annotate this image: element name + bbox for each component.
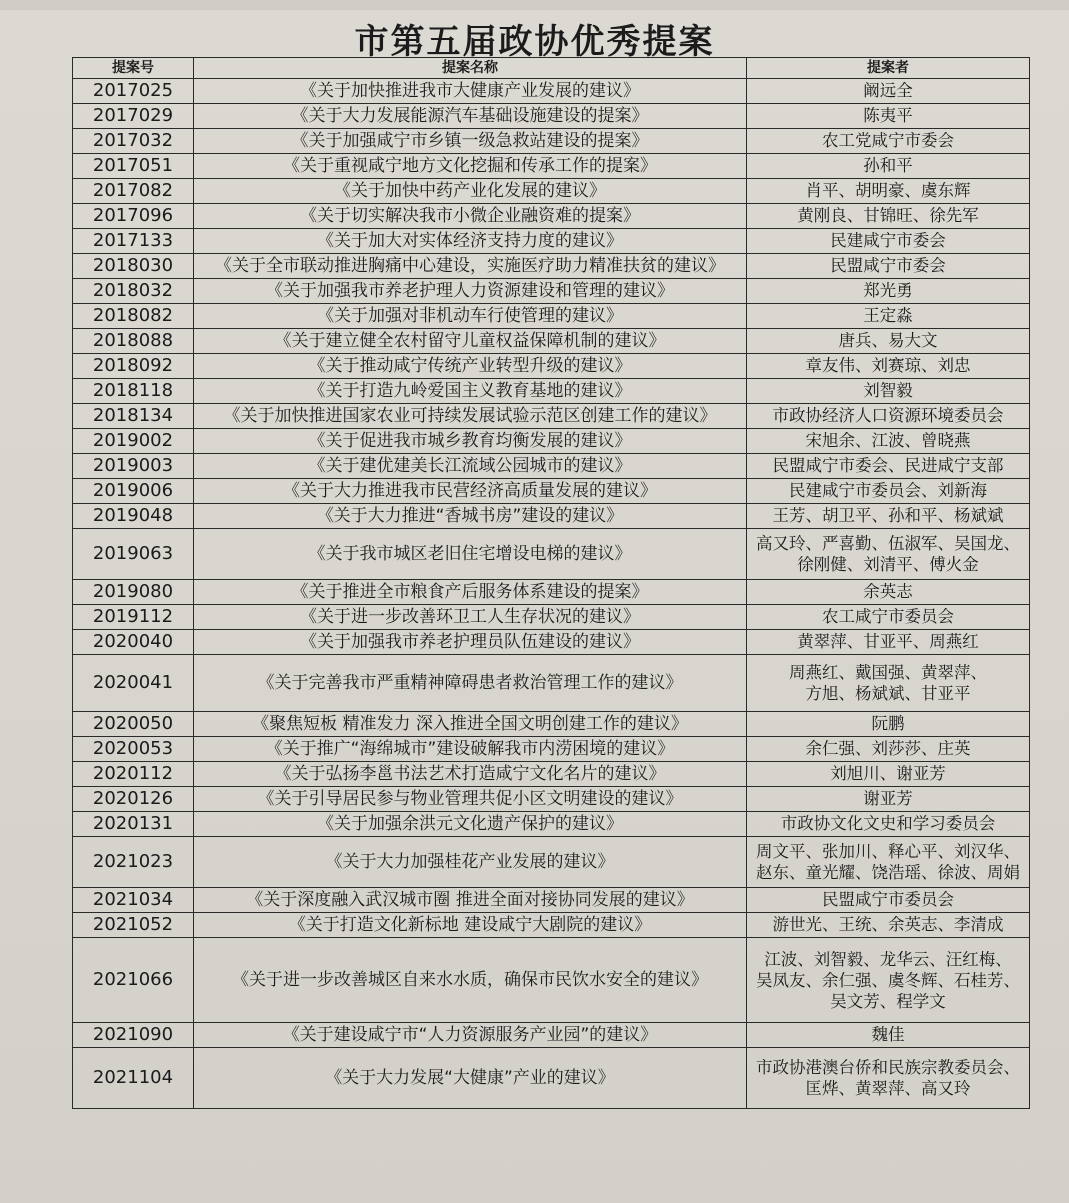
proposal-table <box>72 57 1030 1109</box>
proposal-name: 《关于加强我市养老护理人力资源建设和管理的建议》 <box>194 279 747 304</box>
table-row <box>73 329 1030 354</box>
proposal-code: 2021104 <box>73 1048 194 1109</box>
header-proposer: 提案者 <box>747 58 1030 79</box>
proposer-cell <box>747 79 1030 104</box>
proposal-name: 《关于弘扬李邕书法艺术打造咸宁文化名片的建议》 <box>194 762 747 787</box>
proposal-name: 《关于打造九岭爱国主义教育基地的建议》 <box>194 379 747 404</box>
table-row <box>73 79 1030 104</box>
proposal-code: 2019002 <box>73 429 194 454</box>
proposer-line: 唐兵、易大文 <box>838 331 938 350</box>
proposer-line: 高又玲、严喜勤、伍淑军、吴国龙、 <box>756 534 1020 553</box>
table-row <box>73 737 1030 762</box>
proposer-cell <box>747 712 1030 737</box>
proposal-name: 《关于打造文化新标地 建设咸宁大剧院的建议》 <box>194 913 747 938</box>
proposer-line: 刘智毅 <box>863 381 913 400</box>
proposal-code: 2021052 <box>73 913 194 938</box>
table-row <box>73 529 1030 580</box>
table-row <box>73 812 1030 837</box>
proposal-code: 2020053 <box>73 737 194 762</box>
page-title: 市第五届政协优秀提案 <box>354 22 715 62</box>
table-row <box>73 787 1030 812</box>
proposer-cell <box>747 304 1030 329</box>
table-row <box>73 379 1030 404</box>
proposal-code: 2017051 <box>73 154 194 179</box>
table-header <box>73 58 1030 79</box>
proposer-cell <box>747 329 1030 354</box>
proposal-code: 2018082 <box>73 304 194 329</box>
proposer-cell <box>747 605 1030 630</box>
proposal-code: 2018030 <box>73 254 194 279</box>
proposal-code: 2017032 <box>73 129 194 154</box>
proposer-line: 郑光勇 <box>863 281 913 300</box>
table-row <box>73 404 1030 429</box>
table-row <box>73 630 1030 655</box>
proposal-code: 2019063 <box>73 529 194 580</box>
proposal-code: 2020050 <box>73 712 194 737</box>
proposer-cell <box>747 429 1030 454</box>
top-strip <box>0 0 1069 10</box>
proposer-cell <box>747 204 1030 229</box>
proposal-name: 《关于完善我市严重精神障碍患者救治管理工作的建议》 <box>194 655 747 712</box>
proposer-cell <box>747 1048 1030 1109</box>
table-row <box>73 204 1030 229</box>
proposer-line: 农工咸宁市委员会 <box>822 607 954 626</box>
proposal-table-body <box>73 58 1030 1109</box>
table-row <box>73 129 1030 154</box>
proposer-line: 刘旭川、谢亚芳 <box>830 764 946 783</box>
proposal-name: 《关于建优建美长江流域公园城市的建议》 <box>194 454 747 479</box>
proposal-name: 《关于加大对实体经济支持力度的建议》 <box>194 229 747 254</box>
proposer-cell <box>747 479 1030 504</box>
proposal-code: 2017025 <box>73 79 194 104</box>
proposer-cell <box>747 154 1030 179</box>
proposer-cell <box>747 354 1030 379</box>
proposer-line: 魏佳 <box>871 1025 905 1044</box>
table-row <box>73 888 1030 913</box>
proposal-name: 《关于全市联动推进胸痛中心建设，实施医疗助力精准扶贫的建议》 <box>194 254 747 279</box>
proposer-line: 周文平、张加川、释心平、刘汉华、 <box>756 842 1020 861</box>
proposer-cell <box>747 762 1030 787</box>
table-row <box>73 179 1030 204</box>
proposer-line: 市政协经济人口资源环境委员会 <box>772 406 1004 425</box>
proposal-name: 《关于加快推进国家农业可持续发展试验示范区创建工作的建议》 <box>194 404 747 429</box>
proposer-cell <box>747 812 1030 837</box>
proposer-line: 谢亚芳 <box>863 789 913 808</box>
proposer-cell <box>747 254 1030 279</box>
proposer-line: 余仁强、刘莎莎、庄英 <box>805 739 971 758</box>
proposer-line: 孙和平 <box>863 156 913 175</box>
proposal-name: 《关于加快中药产业化发展的建议》 <box>194 179 747 204</box>
proposal-name: 《聚焦短板 精准发力 深入推进全国文明创建工作的建议》 <box>194 712 747 737</box>
proposer-cell <box>747 379 1030 404</box>
proposal-name: 《关于建设咸宁市“人力资源服务产业园”的建议》 <box>194 1023 747 1048</box>
proposer-line: 赵东、童光耀、饶浩瑶、徐波、周娟 <box>756 863 1020 882</box>
table-row <box>73 655 1030 712</box>
proposer-line: 吴凤友、余仁强、虞冬辉、石桂芳、 <box>756 970 1020 990</box>
proposal-name: 《关于进一步改善城区自来水水质，确保市民饮水安全的建议》 <box>194 938 747 1023</box>
proposal-code: 2019112 <box>73 605 194 630</box>
proposer-cell <box>747 888 1030 913</box>
proposal-name: 《关于加快推进我市大健康产业发展的建议》 <box>194 79 747 104</box>
proposer-cell <box>747 529 1030 580</box>
proposal-code: 2020041 <box>73 655 194 712</box>
table-row <box>73 837 1030 888</box>
proposal-code: 2021066 <box>73 938 194 1023</box>
proposer-cell <box>747 404 1030 429</box>
proposer-line: 民建咸宁市委员会、刘新海 <box>789 481 987 500</box>
proposer-line: 民盟咸宁市委会 <box>830 256 946 275</box>
proposal-name: 《关于大力发展“大健康”产业的建议》 <box>194 1048 747 1109</box>
proposal-name: 《关于引导居民参与物业管理共促小区文明建设的建议》 <box>194 787 747 812</box>
proposal-code: 2020112 <box>73 762 194 787</box>
proposer-cell <box>747 913 1030 938</box>
proposer-cell <box>747 229 1030 254</box>
proposer-cell <box>747 454 1030 479</box>
proposal-code: 2020131 <box>73 812 194 837</box>
proposer-line: 民建咸宁市委会 <box>830 231 946 250</box>
proposer-line: 匡烨、黄翠萍、高又玲 <box>805 1079 971 1098</box>
proposer-line: 游世光、王统、余英志、李清成 <box>772 915 1004 934</box>
table-row <box>73 712 1030 737</box>
proposal-name: 《关于重视咸宁地方文化挖掘和传承工作的提案》 <box>194 154 747 179</box>
proposer-cell <box>747 938 1030 1023</box>
proposer-cell <box>747 104 1030 129</box>
proposer-line: 王芳、胡卫平、孙和平、杨斌斌 <box>772 506 1004 525</box>
proposal-name: 《关于推动咸宁传统产业转型升级的建议》 <box>194 354 747 379</box>
proposal-code: 2018088 <box>73 329 194 354</box>
table-row <box>73 229 1030 254</box>
table-row <box>73 154 1030 179</box>
table-row <box>73 254 1030 279</box>
proposal-code: 2021023 <box>73 837 194 888</box>
proposer-line: 市政协文化文史和学习委员会 <box>780 814 996 833</box>
proposal-name: 《关于进一步改善环卫工人生存状况的建议》 <box>194 605 747 630</box>
proposal-code: 2017029 <box>73 104 194 129</box>
proposal-code: 2017082 <box>73 179 194 204</box>
proposer-cell <box>747 279 1030 304</box>
proposal-code: 2020040 <box>73 630 194 655</box>
proposer-line: 方旭、杨斌斌、甘亚平 <box>805 684 971 703</box>
proposer-cell <box>747 630 1030 655</box>
proposer-cell <box>747 655 1030 712</box>
header-code: 提案号 <box>73 58 194 79</box>
table-row <box>73 938 1030 1023</box>
proposal-code: 2020126 <box>73 787 194 812</box>
proposer-line: 阮鹏 <box>871 714 905 733</box>
proposer-line: 农工党咸宁市委会 <box>822 131 954 150</box>
proposal-name: 《关于加强我市养老护理员队伍建设的建议》 <box>194 630 747 655</box>
proposer-line: 宋旭余、江波、曾晓燕 <box>805 431 971 450</box>
proposer-cell <box>747 580 1030 605</box>
proposer-cell <box>747 179 1030 204</box>
table-row <box>73 1048 1030 1109</box>
proposal-code: 2019080 <box>73 580 194 605</box>
table-row <box>73 429 1030 454</box>
proposer-cell <box>747 129 1030 154</box>
table-row <box>73 454 1030 479</box>
proposal-code: 2017096 <box>73 204 194 229</box>
proposal-name: 《关于大力发展能源汽车基础设施建设的提案》 <box>194 104 747 129</box>
proposal-code: 2018134 <box>73 404 194 429</box>
proposal-name: 《关于大力推进“香城书房”建设的建议》 <box>194 504 747 529</box>
table-row <box>73 762 1030 787</box>
proposer-line: 肖平、胡明豪、虞东辉 <box>805 181 971 200</box>
table-row <box>73 304 1030 329</box>
table-row <box>73 504 1030 529</box>
proposer-line: 黄翠萍、甘亚平、周燕红 <box>797 632 979 651</box>
proposer-line: 黄刚良、甘锦旺、徐先军 <box>797 206 979 225</box>
proposal-code: 2019006 <box>73 479 194 504</box>
table-row <box>73 479 1030 504</box>
proposal-code: 2021090 <box>73 1023 194 1048</box>
table-row <box>73 354 1030 379</box>
proposal-name: 《关于建立健全农村留守儿童权益保障机制的建议》 <box>194 329 747 354</box>
proposal-name: 《关于切实解决我市小微企业融资难的提案》 <box>194 204 747 229</box>
proposer-line: 陈夷平 <box>863 106 913 125</box>
proposer-line: 章友伟、刘赛琼、刘忠 <box>805 356 971 375</box>
proposer-line: 余英志 <box>863 582 913 601</box>
proposer-line: 民盟咸宁市委员会 <box>822 890 954 909</box>
table-row <box>73 913 1030 938</box>
proposal-name: 《关于推进全市粮食产后服务体系建设的提案》 <box>194 580 747 605</box>
proposal-code: 2019048 <box>73 504 194 529</box>
proposal-code: 2018118 <box>73 379 194 404</box>
proposal-name: 《关于加强对非机动车行使管理的建议》 <box>194 304 747 329</box>
proposal-code: 2018092 <box>73 354 194 379</box>
proposal-code: 2017133 <box>73 229 194 254</box>
proposer-line: 周燕红、戴国强、黄翠萍、 <box>789 663 987 682</box>
proposer-cell <box>747 787 1030 812</box>
table-row <box>73 279 1030 304</box>
proposal-name: 《关于推广“海绵城市”建设破解我市内涝困境的建议》 <box>194 737 747 762</box>
proposal-code: 2018032 <box>73 279 194 304</box>
proposer-line: 徐刚健、刘清平、傅火金 <box>797 555 979 574</box>
proposer-cell <box>747 837 1030 888</box>
table-row <box>73 1023 1030 1048</box>
table-row <box>73 580 1030 605</box>
proposal-name: 《关于大力推进我市民营经济高质量发展的建议》 <box>194 479 747 504</box>
proposer-cell <box>747 504 1030 529</box>
table-row <box>73 104 1030 129</box>
proposer-cell <box>747 737 1030 762</box>
proposal-name: 《关于我市城区老旧住宅增设电梯的建议》 <box>194 529 747 580</box>
proposal-name: 《关于促进我市城乡教育均衡发展的建议》 <box>194 429 747 454</box>
proposer-line: 市政协港澳台侨和民族宗教委员会、 <box>756 1058 1020 1077</box>
proposer-line: 民盟咸宁市委会、民进咸宁支部 <box>772 456 1004 475</box>
proposer-line: 王定淼 <box>863 306 913 325</box>
proposer-line: 阚远全 <box>863 81 913 100</box>
proposer-cell <box>747 1023 1030 1048</box>
proposal-name: 《关于加强余洪元文化遗产保护的建议》 <box>194 812 747 837</box>
proposal-name: 《关于大力加强桂花产业发展的建议》 <box>194 837 747 888</box>
proposal-name: 《关于加强咸宁市乡镇一级急救站建设的提案》 <box>194 129 747 154</box>
proposal-name: 《关于深度融入武汉城市圈 推进全面对接协同发展的建议》 <box>194 888 747 913</box>
table-row <box>73 605 1030 630</box>
proposal-code: 2021034 <box>73 888 194 913</box>
proposal-code: 2019003 <box>73 454 194 479</box>
proposer-line: 吴文芳、程学文 <box>830 991 946 1011</box>
proposer-line: 江波、刘智毅、龙华云、汪红梅、 <box>764 949 1012 969</box>
header-name: 提案名称 <box>194 58 747 79</box>
